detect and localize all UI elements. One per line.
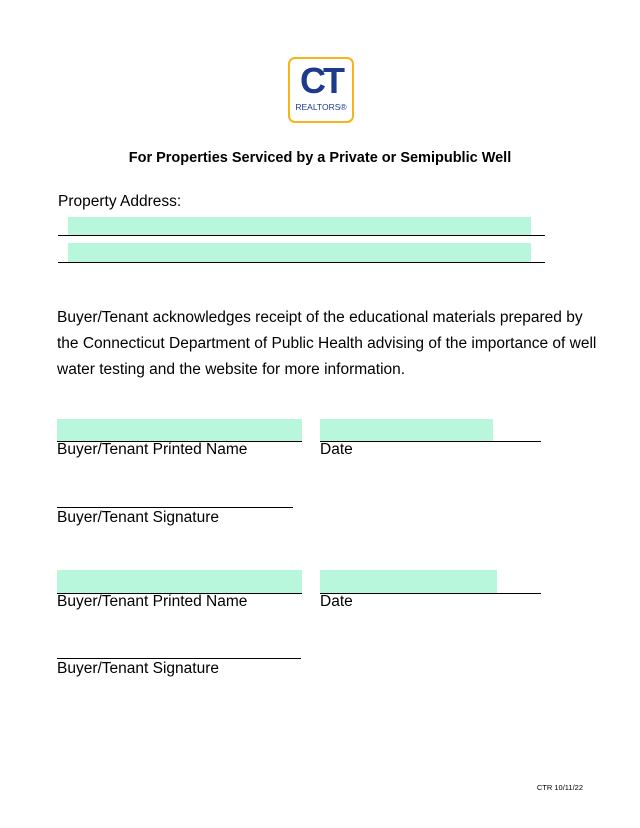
logo-mark: CT (300, 60, 342, 101)
date-underline-2 (320, 593, 541, 594)
date-label-2: Date (320, 593, 353, 610)
address-line-2-underline (58, 262, 545, 263)
logo-subtitle: REALTORS® (295, 102, 347, 112)
address-line-1-field[interactable] (68, 217, 531, 235)
ct-realtors-logo (288, 57, 354, 123)
address-line-1-underline (58, 235, 545, 236)
signature-label-2: Buyer/Tenant Signature (57, 660, 219, 677)
date-underline-1 (320, 441, 541, 442)
property-address-label: Property Address: (58, 193, 182, 210)
date-field-1[interactable] (320, 419, 493, 441)
printed-name-label-2: Buyer/Tenant Printed Name (57, 593, 248, 610)
form-code: CTR 10/11/22 (536, 783, 583, 792)
date-field-2[interactable] (320, 570, 497, 593)
printed-name-field-1[interactable] (57, 419, 302, 441)
acknowledgement-text: Buyer/Tenant acknowledges receipt of the educational materials prepared by the Connecticut Department of Public Health advising of the importance of well water testing and the website for more information. (57, 309, 597, 378)
signature-line-1[interactable] (57, 507, 293, 508)
signature-label-1: Buyer/Tenant Signature (57, 509, 219, 526)
printed-name-field-2[interactable] (57, 570, 302, 593)
date-label-1: Date (320, 441, 353, 458)
signature-line-2[interactable] (57, 658, 301, 659)
address-line-2-field[interactable] (68, 243, 531, 262)
form-title: For Properties Serviced by a Private or Semipublic Well (128, 150, 512, 166)
printed-name-label-1: Buyer/Tenant Printed Name (57, 441, 248, 458)
